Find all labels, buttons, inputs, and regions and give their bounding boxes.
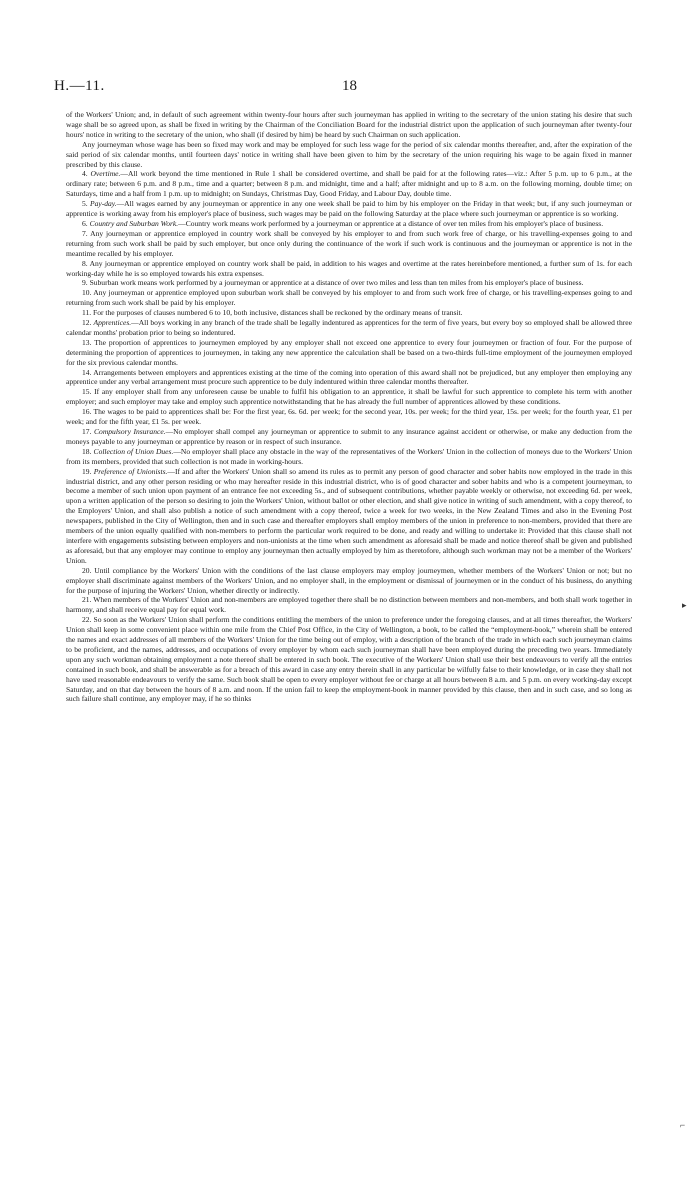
clause-heading: Country and Suburban Work.	[89, 218, 179, 228]
paragraph-text: When members of the Workers' Union and non-members are employed together there shall be no distinction between members and non-members, and both shall work together in harmony, and shall receive equal pay for equal work.	[66, 595, 632, 615]
paragraph	[66, 427, 632, 447]
clause-heading: Preference of Unionists.	[93, 466, 168, 476]
document-page	[54, 78, 633, 704]
clause-number: 14.	[82, 367, 92, 377]
paragraph	[66, 338, 632, 368]
paragraph-text: If any employer shall from any unforeseen cause be unable to fulfil his obligation to an apprentice, it shall be lawful for such apprentice to complete his term with another employer; and such employer may take and employ such apprentice notwithstanding that he has already the full number of apprentices allowed by these conditions.	[66, 387, 632, 407]
paragraph	[66, 467, 632, 566]
clause-number: 22.	[82, 615, 92, 625]
paragraph	[66, 278, 632, 288]
clause-number: 10.	[82, 288, 92, 298]
clause-number: 7.	[82, 228, 88, 238]
clause-number: 18.	[82, 446, 92, 456]
paragraph	[66, 595, 632, 615]
paragraph	[66, 407, 632, 427]
paragraph	[66, 387, 632, 407]
paragraph-text: Any journeyman or apprentice employed upon suburban work shall be conveyed by his employer to and from such work free of charge, or his travelling-expenses going to and returning from such work shall be paid by his employer.	[66, 288, 632, 308]
paragraph	[66, 566, 632, 596]
clause-number: 9.	[82, 278, 88, 288]
clause-number: 16.	[82, 407, 92, 417]
paragraph-text: —If and after the Workers' Union shall so amend its rules as to permit any person of good character and sober habits now employed in the trade in this industrial district, and any other person residing or who may hereafter reside in this industrial district, who is of good character and sober habits and who is a competent journeyman, to become a member of such union upon payment of an entrance fee not exceeding 5s., and of subsequent contributions, whether payable weekly or otherwise, not exceeding 6d. per week, upon a written application of the person so desiring to join the Workers' Union, without ballot or other election, and shall give notice in writing of such amendment, with a copy thereof, to the Employers' Union, and shall also publish a notice of such amendment with a copy thereof, twice a week for two weeks, in the New Zealand Times and also in the Evening Post newspapers, published in the City of Wellington, then and in such case and thereafter employers shall employ members of the union in preference to non-members, provided that there are members of the union equally qualified with non-members to perform the particular work required to be done, and ready and willing to undertake it: Provided that this clause shall not interfere with engagements subsisting between employers and non-unionists at the time when such amendment as aforesaid shall be made and notice thereof shall be given and published as aforesaid, but that any employer may continue to employ any journeyman then actually employed by him as theretofore, although such workman may not be a member of the Workers' Union.	[66, 466, 632, 565]
paragraph-text: —All boys working in any branch of the trade shall be legally indentured as apprentices for the term of five years, but every boy so employed shall be allowed three calendar months' probation prior to being so indentured.	[66, 318, 632, 337]
paragraph-text: Any journeyman or apprentice employed on country work shall be paid, in addition to his wages and overtime at the rates hereinbefore mentioned, a further sum of 1s. for each working-day while he is so employed towards his extra expenses.	[66, 258, 632, 278]
paragraph-text: of the Workers' Union; and, in default of such agreement within twenty-four hours after such journeyman has applied in writing to the secretary of the union stating his desire that such wage shall be so agreed upon, as shall be fixed in writing by the Chairman of the Conciliation Board for the industrial district upon the application of such journeyman after twenty-four hours' notice in writing to the secretary of the union, who shall (if desired by him) be heard by such Chairman on such application.	[66, 110, 632, 139]
paragraph	[66, 447, 632, 467]
paragraph	[66, 219, 632, 229]
paragraph	[66, 259, 632, 279]
page-number: 18	[342, 78, 357, 94]
clause-number: 11.	[82, 308, 92, 318]
paragraph-text: Arrangements between employers and apprentices existing at the time of the coming into operation of this award shall not be prejudiced, but any employer then employing any apprentice under any verbal arrangement must procure such apprentice to be duly indentured within three calendar months thereafter.	[66, 367, 632, 387]
paragraph-text: —All wages earned by any journeyman or apprentice in any one week shall be paid to him by his employer on the Friday in that week; but, if any such journeyman or apprentice is working away from his employer's place of business, such wages may be paid on the following Saturday at the place where such journeyman or apprentice is so working.	[66, 199, 633, 219]
paragraph	[66, 110, 632, 140]
paragraph	[66, 288, 632, 308]
paragraph-text: —Country work means work performed by a journeyman or apprentice at a distance of over ten miles from his employer's place of business.	[178, 218, 604, 228]
clause-heading: Collection of Union Dues.	[93, 446, 174, 456]
paragraph-text: Any journeyman or apprentice employed in country work shall be conveyed by his employer to and from such work free of charge, or his travelling-expenses going to and returning from such work shall be paid by such employer, but once only during the continuance of the work if such work is continuous and the journeyman or apprentice is not in the meantime recalled by his employer.	[66, 228, 632, 258]
page-header	[54, 78, 632, 108]
clause-number: 13.	[82, 337, 92, 347]
paragraph-text: Suburban work means work performed by a journeyman or apprentice at a distance of over two miles and less than ten miles from his employer's place of business.	[89, 278, 584, 288]
paragraph	[66, 318, 632, 338]
paragraph-text: —No employer shall compel any journeyman or apprentice to submit to any insurance against accident or otherwise, or make any deduction from the moneys payable to any journeyman or apprentice by reason or in respect of such insurance.	[66, 427, 632, 446]
clause-heading: Apprentices.	[93, 318, 132, 328]
clause-number: 19.	[82, 466, 92, 476]
document-reference: H.—11.	[54, 78, 105, 94]
document-body	[66, 110, 632, 704]
clause-number: 8.	[82, 258, 88, 268]
paragraph-text: Any journeyman whose wage has been so fixed may work and may be employed for such less wage for the period of six calendar months thereafter, and, after the expiration of the said period of six calendar months, until fourteen days' notice in writing shall have been given to him by the secretary of the union requiring his wage to be again fixed in manner prescribed by this clause.	[66, 139, 632, 169]
paragraph	[66, 199, 632, 219]
paragraph-text: —No employer shall place any obstacle in the way of the representatives of the Workers' Union in the collection of moneys due to the Workers' Union from its members, provided that such collection is not made in working-hours.	[66, 446, 632, 466]
clause-heading: Compulsory Insurance.	[94, 427, 166, 436]
clause-heading: Overtime.	[90, 169, 121, 179]
clause-number: 21.	[82, 595, 92, 605]
clause-number: 4.	[82, 169, 88, 179]
paragraph	[66, 615, 632, 704]
clause-number: 17.	[82, 427, 92, 436]
paragraph	[66, 140, 632, 170]
paragraph-text: For the purposes of clauses numbered 6 to 10, both inclusive, distances shall be reckoned by the ordinary means of transit.	[93, 308, 463, 318]
paragraph	[66, 229, 632, 259]
clause-number: 6.	[82, 218, 88, 228]
clause-number: 15.	[82, 387, 92, 397]
paragraph-text: The wages to be paid to apprentices shall be: For the first year, 6s. 6d. per week; for the second year, 10s. per week; for the third year, 15s. per week; for the fourth year, £1 per week; and for the fifth year, £1 5s. per week.	[66, 407, 632, 427]
margin-mark: ⌐	[680, 1120, 686, 1130]
margin-mark: ▸	[682, 600, 687, 610]
clause-number: 5.	[82, 199, 88, 209]
paragraph-text: The proportion of apprentices to journeymen employed by any employer shall not exceed one apprentice to every four journeymen or fraction of four. For the purpose of determining the proportion of apprentices to journeymen, in taking any new apprentice the calculation shall be based on a two-thirds full-time employment of the journeymen employed for the six previous calendar months.	[66, 337, 632, 367]
paragraph-text: —All work beyond the time mentioned in Rule 1 shall be considered overtime, and shall be paid for at the following rates—viz.: After 5 p.m. up to 6 p.m., at the ordinary rate; between 6 p.m. and 8 p.m., time and a quarter; between 8 p.m. and midnight, time and a half; after midnight and up to 8 a.m. on the following morning, double time; on Saturdays, time and a half from 1 p.m. up to midnight; on Sundays, Christmas Day, Good Friday, and Labour Day, double time.	[66, 169, 633, 199]
clause-heading: Pay-day.	[90, 199, 117, 209]
paragraph	[66, 368, 632, 388]
paragraph-text: Until compliance by the Workers' Union with the conditions of the last clause employers may employ journeymen, whether members of the Workers' Union or not; but no employer shall discriminate against members of the Workers' Union, and no employer shall, in the employment or dismissal of journeymen or in the conduct of his business, do anything for the purpose of injuring the Workers' Union, whether directly or indirectly.	[66, 565, 632, 595]
clause-number: 12.	[82, 318, 92, 328]
paragraph-text: So soon as the Workers' Union shall perform the conditions entitling the members of the union to preference under the foregoing clauses, and at all times thereafter, the Workers' Union shall keep in some convenient place within one mile from the Chief Post Office, in the City of Wellington, a book, to be called the “employment-book,” wherein shall be entered the names and exact addresses of all members of the Workers' Union for the time being out of employ, with a description of the branch of the trade in which each such journeyman claims to be proficient, and the names, addresses, and occupations of every employer by whom each such journeyman shall have been employed during the preceding two years. Immediately upon any such workman obtaining employment a note thereof shall be entered in such book. The executive of the Workers' Union shall use their best endeavours to verify all the entries contained in such book, and shall be answerable as for a breach of this award in case any entry therein shall in any particular be wilfully false to their knowledge, or in case they shall not have used reasonable endeavours to verify the same. Such book shall be open to every employer without fee or charge at all hours between 8 a.m. and 5 p.m. on every working-day except Saturday, and on that day between the hours of 8 a.m. and noon. If the union fail to keep the employment-book in manner provided by this clause, then and in such case, and so long as such failure shall continue, any employer may, if he so thinks	[66, 615, 632, 704]
paragraph	[66, 308, 632, 318]
clause-number: 20.	[82, 565, 92, 575]
paragraph	[66, 169, 632, 199]
